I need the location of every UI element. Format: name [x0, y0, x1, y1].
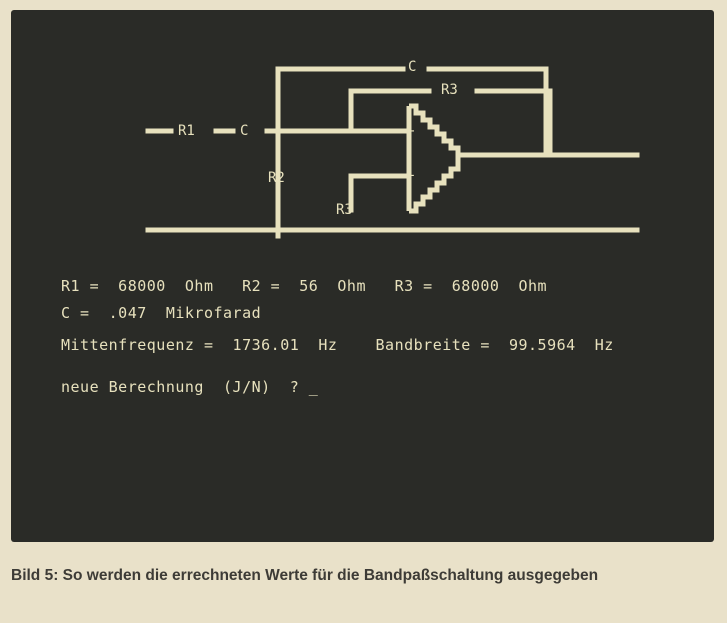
label-plus-input: +	[406, 168, 415, 184]
label-r2: R2	[268, 170, 285, 186]
opamp-lower-edge	[409, 155, 458, 211]
label-r3-feedback: R3	[441, 82, 458, 98]
opamp-upper-edge	[409, 106, 488, 155]
figure-caption: Bild 5: So werden die errechneten Werte für die Bandpaßschaltung ausgegeben	[11, 567, 599, 584]
label-r3-ground: R3	[336, 202, 353, 218]
crt-screen	[11, 10, 714, 542]
recalculate-prompt[interactable]: neue Berechnung (J/N) ? _	[61, 378, 319, 396]
output-frequency-bandwidth: Mittenfrequenz = 1736.01 Hz Bandbreite = 99.5964 Hz	[61, 336, 614, 354]
output-capacitor-value: C = .047 Mikrofarad	[61, 304, 262, 322]
wire-r3-feedback-right	[477, 91, 550, 155]
output-resistor-values: R1 = 68000 Ohm R2 = 56 Ohm R3 = 68000 Ohm	[61, 277, 548, 295]
label-c-input: C	[240, 123, 249, 139]
bandpass-circuit-diagram	[11, 10, 714, 542]
label-c-feedback: C	[408, 59, 417, 75]
label-r1: R1	[178, 123, 195, 139]
label-minus-input: -	[408, 123, 417, 139]
wire-plus-input	[351, 176, 409, 210]
